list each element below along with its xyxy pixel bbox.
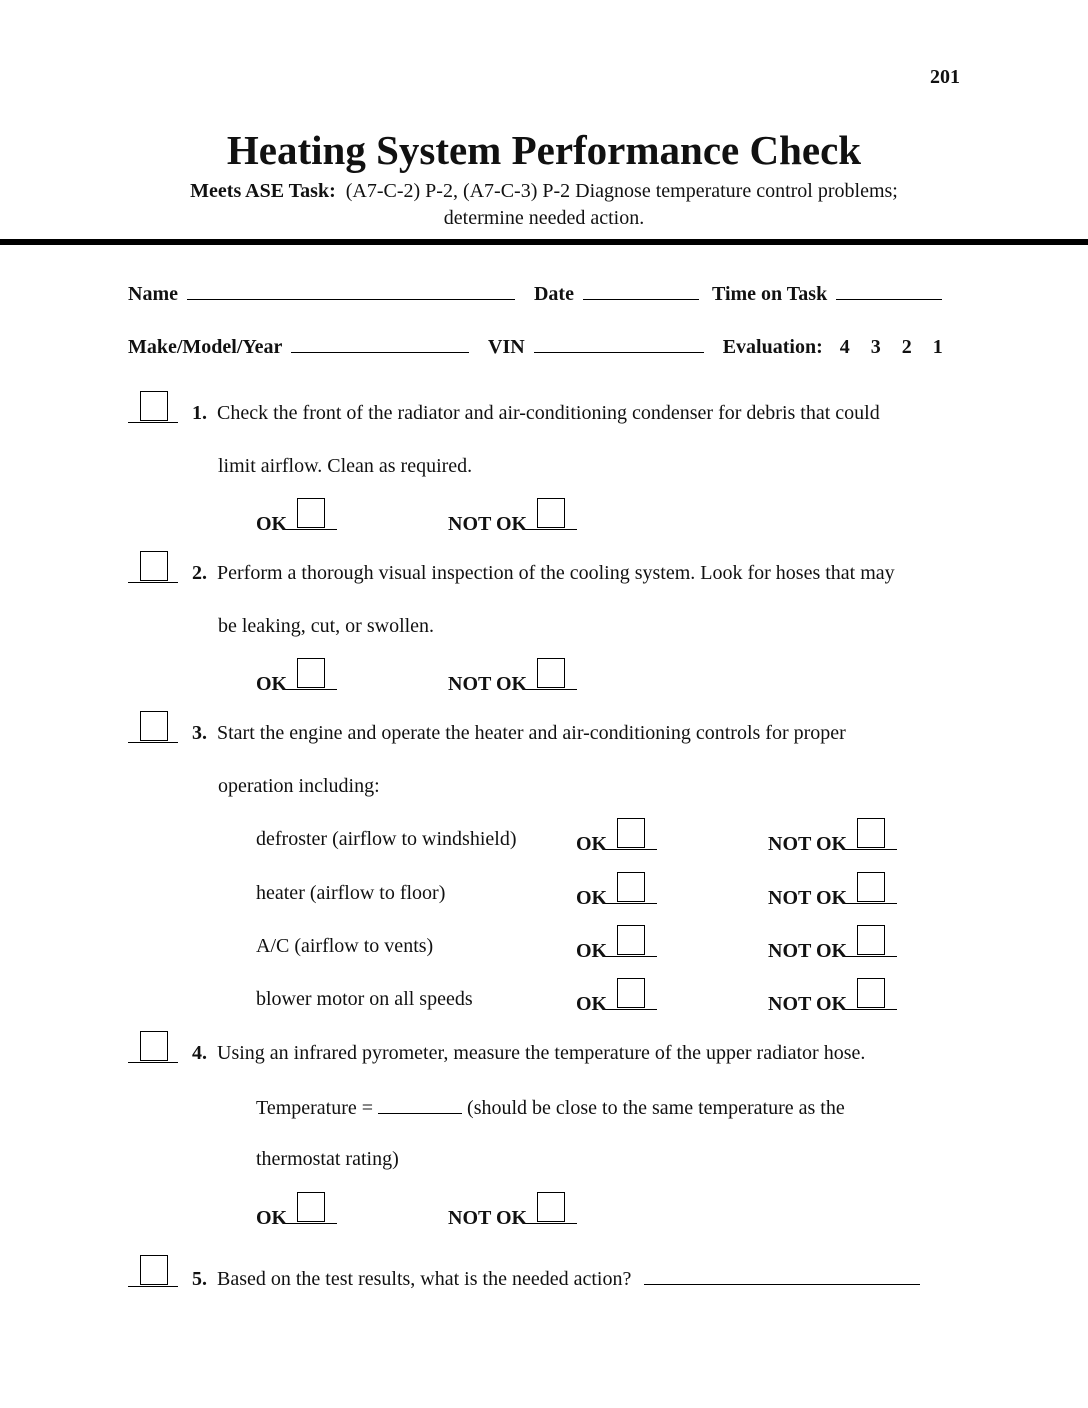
checkbox-icon bbox=[857, 818, 885, 848]
step-1-text: 1. Check the front of the radiator and air-conditioning condenser for debris that could bbox=[192, 402, 880, 424]
vin-label: VIN bbox=[488, 336, 525, 358]
name-field-group bbox=[128, 281, 942, 306]
temperature-line: Temperature = (should be close to the same temperature as the bbox=[256, 1097, 845, 1119]
name-input[interactable] bbox=[187, 281, 515, 300]
vehicle-field-group bbox=[128, 334, 943, 359]
step-3-text-cont: operation including: bbox=[218, 775, 380, 797]
blower-ok[interactable]: OK bbox=[576, 977, 657, 1016]
evaluation-option-2[interactable]: 2 bbox=[901, 336, 912, 358]
subitem-ac: A/C (airflow to vents) bbox=[256, 935, 434, 957]
ac-not-ok[interactable]: NOT OK bbox=[768, 924, 897, 963]
checkbox-icon bbox=[617, 978, 645, 1008]
evaluation-option-4[interactable]: 4 bbox=[839, 336, 850, 358]
step-4-ok[interactable]: OK bbox=[256, 1191, 337, 1230]
checkbox-icon bbox=[140, 711, 168, 741]
checkbox-icon bbox=[140, 1031, 168, 1061]
needed-action-input[interactable] bbox=[644, 1266, 920, 1285]
step-1-checkbox[interactable] bbox=[128, 390, 178, 428]
defroster-not-ok[interactable]: NOT OK bbox=[768, 817, 897, 856]
step-2-text: 2. Perform a thorough visual inspection of the cooling system. Look for hoses that may bbox=[192, 562, 895, 584]
make-model-year-label: Make/Model/Year bbox=[128, 336, 283, 358]
step-5-checkbox[interactable] bbox=[128, 1254, 178, 1292]
temperature-note-cont: thermostat rating) bbox=[256, 1148, 399, 1170]
blower-not-ok[interactable]: NOT OK bbox=[768, 977, 897, 1016]
checkbox-icon bbox=[297, 658, 325, 688]
defroster-ok[interactable]: OK bbox=[576, 817, 657, 856]
make-model-year-input[interactable] bbox=[291, 334, 469, 353]
ac-ok[interactable]: OK bbox=[576, 924, 657, 963]
step-1-text-cont: limit airflow. Clean as required. bbox=[218, 455, 473, 477]
checkbox-icon bbox=[297, 498, 325, 528]
page-title: Heating System Performance Check bbox=[226, 127, 862, 173]
name-label: Name bbox=[128, 283, 178, 305]
vin-input[interactable] bbox=[534, 334, 704, 353]
step-1-ok[interactable]: OK bbox=[256, 497, 337, 536]
checkbox-icon bbox=[140, 551, 168, 581]
checkbox-icon bbox=[537, 658, 565, 688]
step-4-not-ok[interactable]: NOT OK bbox=[448, 1191, 577, 1230]
step-2-text-cont: be leaking, cut, or swollen. bbox=[218, 615, 435, 637]
heater-not-ok[interactable]: NOT OK bbox=[768, 871, 897, 910]
step-2-ok[interactable]: OK bbox=[256, 657, 337, 696]
step-1-not-ok[interactable]: NOT OK bbox=[448, 497, 577, 536]
page-number: 201 bbox=[930, 66, 960, 88]
time-on-task-label: Time on Task bbox=[711, 283, 828, 305]
evaluation-option-1[interactable]: 1 bbox=[932, 336, 943, 358]
step-4-text: 4. Using an infrared pyrometer, measure the temperature of the upper radiator hose. bbox=[192, 1042, 866, 1064]
step-2-checkbox[interactable] bbox=[128, 550, 178, 588]
date-label: Date bbox=[533, 283, 574, 305]
checkbox-icon bbox=[537, 1192, 565, 1222]
checkbox-icon bbox=[297, 1192, 325, 1222]
subitem-defroster: defroster (airflow to windshield) bbox=[256, 828, 517, 850]
ase-task-text-2: determine needed action. bbox=[443, 207, 645, 229]
ase-task-text: (A7-C-2) P-2, (A7-C-3) P-2 Diagnose temperature control problems; bbox=[345, 180, 898, 202]
ase-task-subtitle bbox=[0, 178, 1088, 232]
checkbox-icon bbox=[857, 925, 885, 955]
checkbox-icon bbox=[140, 1255, 168, 1285]
checkbox-icon bbox=[857, 978, 885, 1008]
temperature-input[interactable] bbox=[378, 1095, 462, 1114]
evaluation-label: Evaluation: bbox=[722, 336, 823, 358]
step-3-checkbox[interactable] bbox=[128, 710, 178, 748]
checkbox-icon bbox=[617, 925, 645, 955]
checkbox-icon bbox=[617, 818, 645, 848]
step-2-not-ok[interactable]: NOT OK bbox=[448, 657, 577, 696]
header-divider bbox=[0, 239, 1088, 245]
time-on-task-input[interactable] bbox=[836, 281, 942, 300]
checkbox-icon bbox=[617, 872, 645, 902]
step-3-text: 3. Start the engine and operate the heater and air-conditioning controls for proper bbox=[192, 722, 846, 744]
evaluation-option-3[interactable]: 3 bbox=[870, 336, 881, 358]
step-4-checkbox[interactable] bbox=[128, 1030, 178, 1068]
checkbox-icon bbox=[537, 498, 565, 528]
checkbox-icon bbox=[140, 391, 168, 421]
subitem-blower: blower motor on all speeds bbox=[256, 988, 473, 1010]
subitem-heater: heater (airflow to floor) bbox=[256, 882, 446, 904]
date-input[interactable] bbox=[583, 281, 699, 300]
heater-ok[interactable]: OK bbox=[576, 871, 657, 910]
ase-task-label: Meets ASE Task: bbox=[190, 180, 336, 202]
step-5-text: 5. Based on the test results, what is the needed action? bbox=[192, 1266, 920, 1291]
checkbox-icon bbox=[857, 872, 885, 902]
